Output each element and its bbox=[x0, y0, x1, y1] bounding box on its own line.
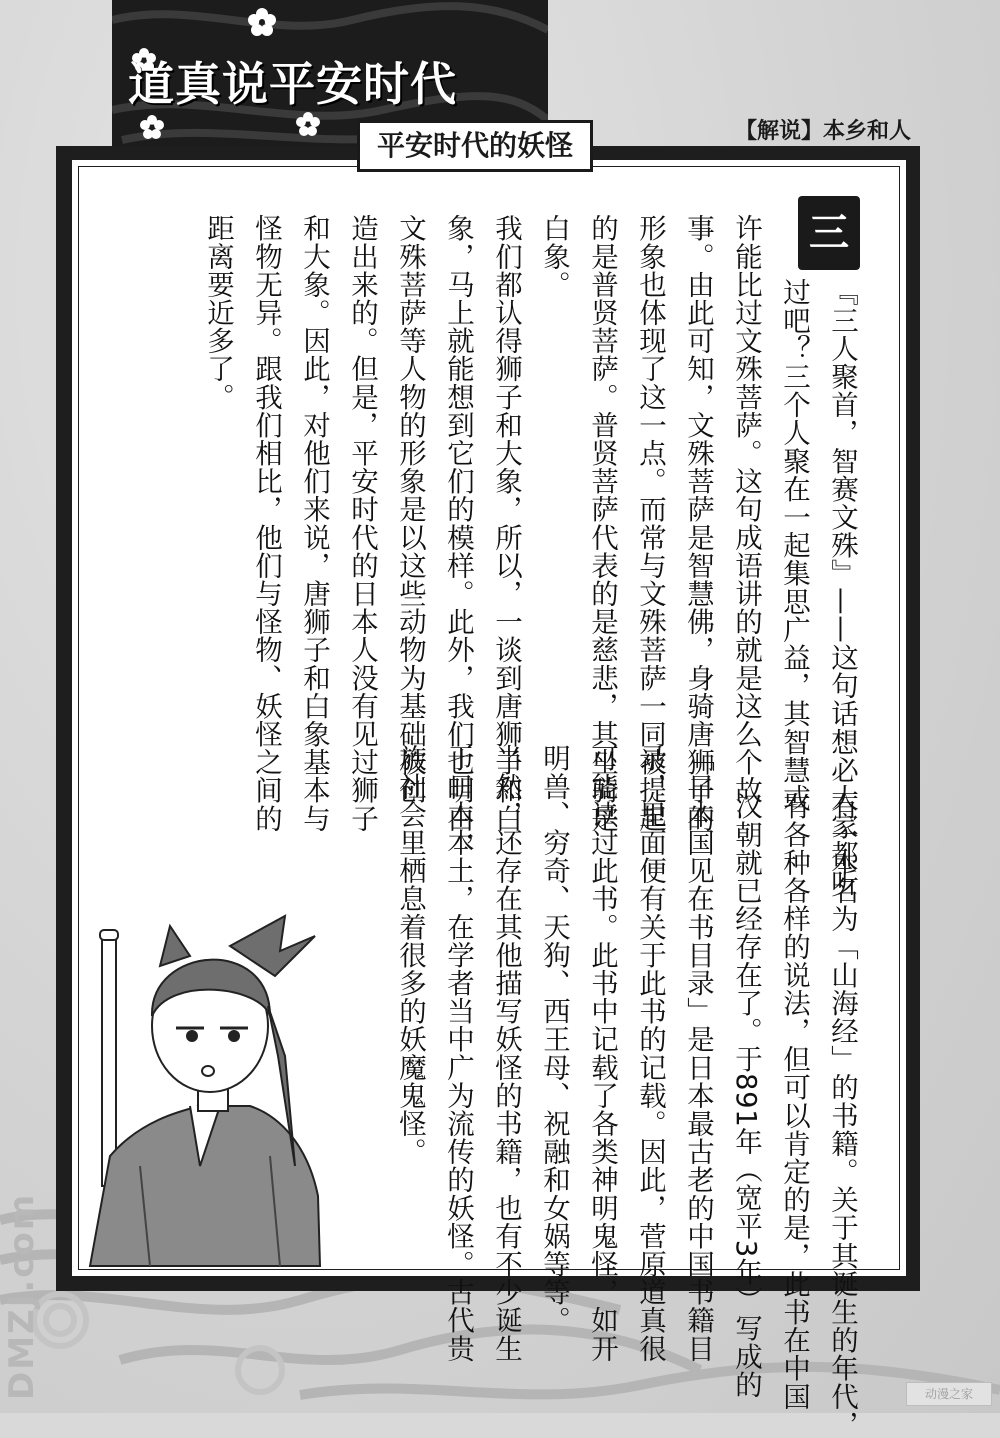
text-column: 『三人聚首，智赛文殊』——这句话想必大家都听 bbox=[826, 278, 858, 897]
page-title: 道真说平安时代 bbox=[128, 57, 457, 111]
author-credit: 【解说】本乡和人 bbox=[735, 118, 912, 144]
text-column: 的是普贤菩萨。普贤菩萨代表的是慈悲，其坐骑是 bbox=[586, 214, 618, 833]
text-column: 录，里面便有关于此书的记载。因此，菅原道真很 bbox=[634, 744, 666, 1363]
text-column: 有一本名为「山海经」的书籍。关于其诞生的年代， bbox=[826, 792, 858, 1438]
text-column: 事。由此可知，文殊菩萨是智慧佛，身骑唐狮子的 bbox=[682, 214, 714, 833]
text-column: 怪物无异。跟我们相比，他们与怪物、妖怪之间的 bbox=[250, 214, 282, 833]
site-watermark-badge: 动漫之家 bbox=[906, 1382, 992, 1406]
text-column: 族社会里栖息着很多的妖魔鬼怪。 bbox=[394, 744, 426, 1166]
text-column: 和大象。因此，对他们来说，唐狮子和白象基本与 bbox=[298, 214, 330, 833]
text-column: 许能比过文殊菩萨。这句成语讲的就是这么个故 bbox=[730, 214, 762, 805]
text-column: 距离要近多了。 bbox=[202, 214, 234, 411]
site-watermark-logo: DMZJ.com bbox=[2, 1192, 42, 1400]
text-column: 于日本本土，在学者当中广为流传的妖怪。古代贵 bbox=[442, 744, 474, 1363]
text-column: 汉朝就已经存在了。于891年（宽平3年）写成的 bbox=[730, 792, 762, 1399]
text-column: 明兽、穷奇、天狗、西王母、祝融和女娲等等。 bbox=[538, 744, 570, 1335]
character-illustration bbox=[80, 906, 330, 1276]
section-number-badge: 三 bbox=[798, 196, 860, 270]
text-column: 造出来的。但是，平安时代的日本人没有见过狮子 bbox=[346, 214, 378, 833]
text-column: 当然，还存在其他描写妖怪的书籍，也有不少诞生 bbox=[490, 744, 522, 1363]
text-column: 形象也体现了这一点。而常与文殊菩萨一同被提起 bbox=[634, 214, 666, 833]
text-column: 过吧？三个人聚在一起集思广益，其智慧或 bbox=[778, 278, 810, 812]
text-column: 文殊菩萨等人物的形象是以这些动物为基础被创 bbox=[394, 214, 426, 805]
text-column: 「日本国见在书目录」是日本最古老的中国书籍目 bbox=[682, 744, 714, 1363]
text-column: 我们都认得狮子和大象，所以，一谈到唐狮子和白 bbox=[490, 214, 522, 833]
text-column: 可能读过此书。此书中记载了各类神明鬼怪，如开 bbox=[586, 744, 618, 1363]
text-column: 象，马上就能想到它们的模样。此外，我们也明白， bbox=[442, 214, 474, 861]
text-column: 白象。 bbox=[538, 214, 570, 299]
section-subtitle: 平安时代的妖怪 bbox=[357, 120, 593, 172]
text-column: 有各种各样的说法，但可以肯定的是，此书在中国 bbox=[778, 792, 810, 1411]
